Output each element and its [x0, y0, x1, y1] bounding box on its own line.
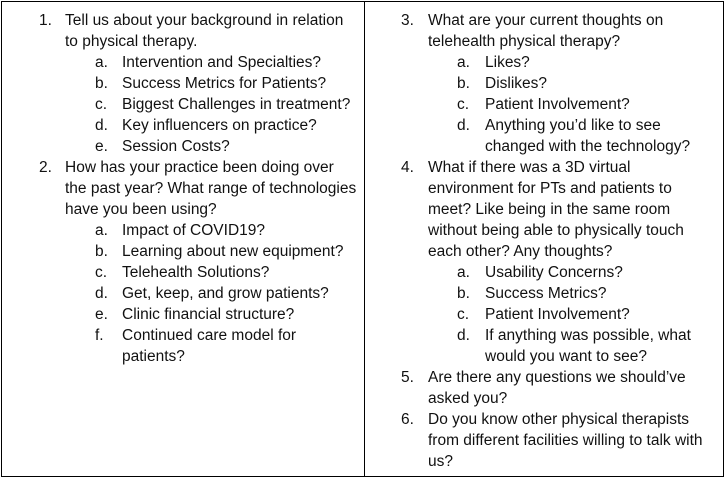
sub-letter: a.: [457, 264, 470, 281]
question-1: [2, 10, 364, 52]
sub-item: [2, 220, 364, 241]
sub-letter: d.: [95, 285, 108, 302]
sub-letter: a.: [457, 54, 470, 71]
sub-text: Dislikes?: [485, 75, 548, 92]
sub-text: Telehealth Solutions?: [122, 264, 270, 281]
question-text: What are your current thoughts on telehealth physical therapy?: [428, 12, 664, 50]
question-4: [365, 157, 723, 262]
sub-text: Biggest Challenges in treatment?: [122, 96, 351, 113]
sub-text: If anything was possible, what would you want to see?: [485, 327, 691, 365]
interview-questions-table: [1, 1, 724, 477]
sub-item: [2, 325, 364, 367]
right-column: [365, 10, 723, 472]
sub-item: [365, 283, 723, 304]
question-3: [365, 10, 723, 52]
sub-item: [2, 115, 364, 136]
sub-item: [2, 73, 364, 94]
sub-letter: b.: [457, 285, 470, 302]
sub-item: [365, 304, 723, 325]
sub-text: Likes?: [485, 54, 530, 71]
sub-letter: c.: [457, 306, 470, 323]
left-column: [2, 10, 364, 367]
question-number: 3.: [401, 12, 414, 29]
sub-text: Patient Involvement?: [485, 306, 630, 323]
sub-item: [365, 94, 723, 115]
question-number: 6.: [401, 411, 414, 428]
sub-item: [2, 94, 364, 115]
sub-letter: e.: [95, 138, 108, 155]
question-text: Do you know other physical therapists from different facilities willing to talk with us?: [428, 411, 703, 470]
sub-item: [2, 52, 364, 73]
question-6: [365, 409, 723, 472]
question-number: 5.: [401, 369, 414, 386]
sub-text: Get, keep, and grow patients?: [122, 285, 329, 302]
sub-text: Patient Involvement?: [485, 96, 630, 113]
question-number: 4.: [401, 159, 414, 176]
sub-item: [2, 283, 364, 304]
sub-text: Continued care model for patients?: [122, 327, 297, 365]
question-number: 2.: [39, 159, 52, 176]
question-5: [365, 367, 723, 409]
sub-letter: b.: [457, 75, 470, 92]
sub-text: Success Metrics for Patients?: [122, 75, 327, 92]
sub-letter: a.: [95, 54, 108, 71]
question-text: Are there any questions we should’ve asked you?: [428, 369, 686, 407]
sub-item: [365, 115, 723, 157]
sub-text: Key influencers on practice?: [122, 117, 317, 134]
sub-letter: d.: [457, 117, 470, 134]
sub-text: Intervention and Specialties?: [122, 54, 322, 71]
question-number: 1.: [39, 12, 52, 29]
sub-text: Session Costs?: [122, 138, 230, 155]
sub-item: [2, 241, 364, 262]
question-2: [2, 157, 364, 220]
sub-item: [2, 304, 364, 325]
sub-letter: d.: [95, 117, 108, 134]
sub-letter: a.: [95, 222, 108, 239]
sub-item: [365, 73, 723, 94]
sub-letter: c.: [95, 264, 108, 281]
question-text: Tell us about your background in relation to physical therapy.: [65, 12, 344, 50]
sub-text: Anything you’d like to see changed with the technology?: [485, 117, 691, 155]
sub-item: [365, 52, 723, 73]
sub-text: Impact of COVID19?: [122, 222, 266, 239]
sub-letter: f.: [95, 327, 104, 344]
sub-letter: b.: [95, 243, 108, 260]
sub-item: [2, 136, 364, 157]
sub-letter: c.: [457, 96, 470, 113]
sub-item: [365, 325, 723, 367]
sub-text: Clinic financial structure?: [122, 306, 295, 323]
sub-item: [365, 262, 723, 283]
sub-letter: d.: [457, 327, 470, 344]
sub-letter: b.: [95, 75, 108, 92]
sub-letter: e.: [95, 306, 108, 323]
sub-item: [2, 262, 364, 283]
sub-text: Success Metrics?: [485, 285, 607, 302]
sub-letter: c.: [95, 96, 108, 113]
question-text: How has your practice been doing over the past year? What range of technologies have you been using?: [65, 159, 357, 218]
question-text: What if there was a 3D virtual environment for PTs and patients to meet? Like being in the same room without being able to physically touch each other? Any thoughts?: [428, 159, 684, 260]
sub-text: Learning about new equipment?: [122, 243, 344, 260]
sub-text: Usability Concerns?: [485, 264, 623, 281]
